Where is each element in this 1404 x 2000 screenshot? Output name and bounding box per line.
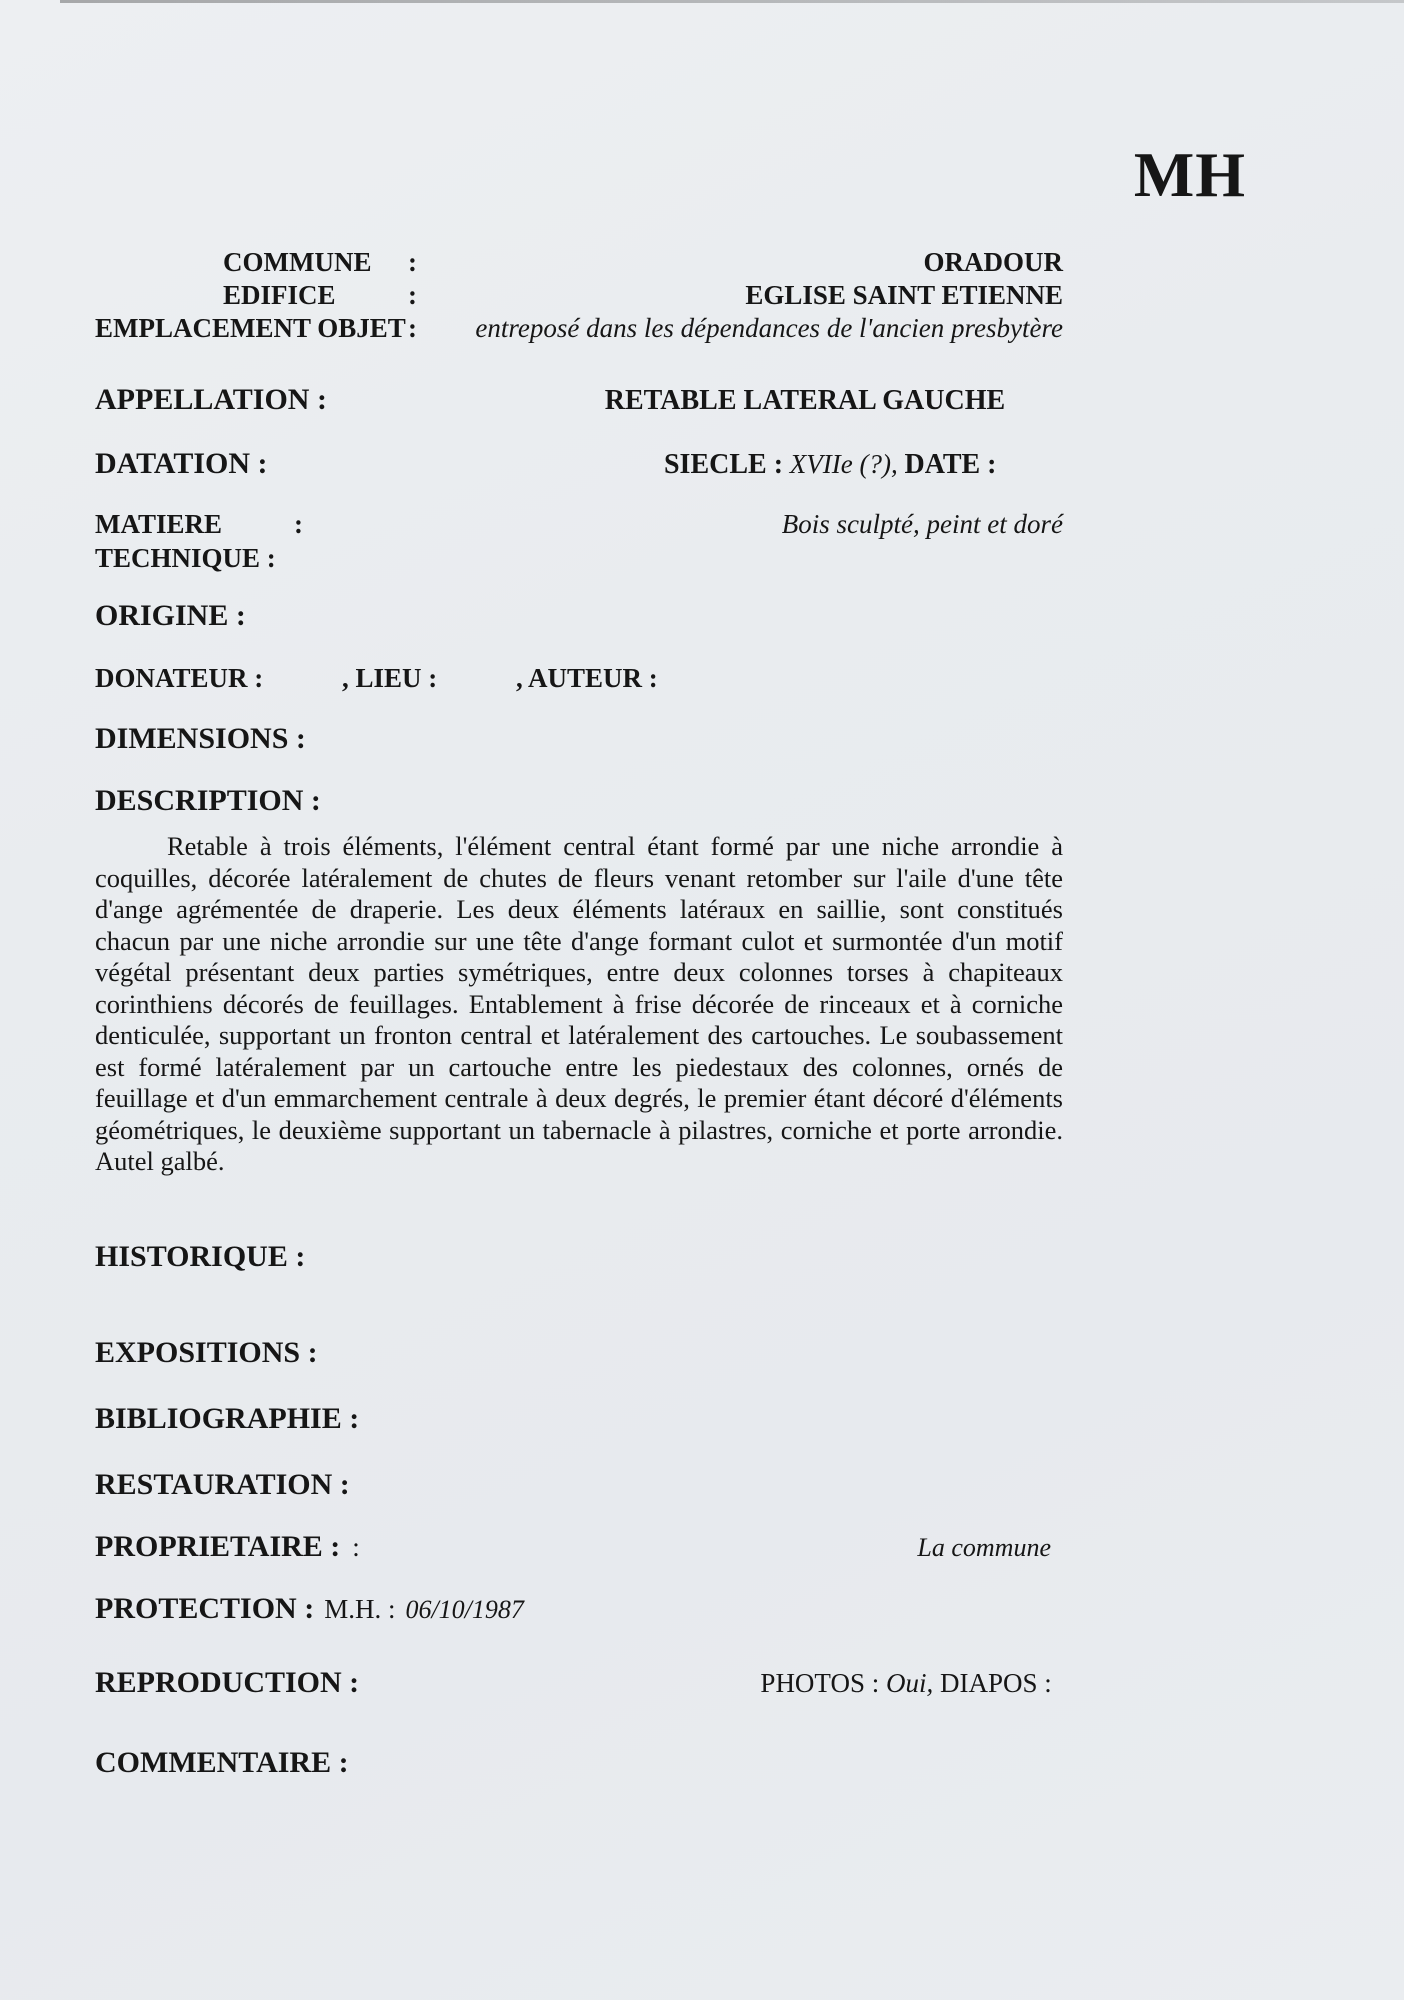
matiere-row bbox=[95, 507, 1063, 575]
emplacement-row bbox=[95, 312, 1063, 345]
emplacement-value: entreposé dans les dépendances de l'ancien presbytère bbox=[475, 313, 1063, 343]
donateur-row bbox=[95, 663, 1063, 694]
date-label: DATE : bbox=[904, 449, 997, 480]
appellation-value: RETABLE LATERAL GAUCHE bbox=[604, 385, 1006, 416]
historique-label: HISTORIQUE : bbox=[95, 1239, 306, 1273]
emplacement-label: EMPLACEMENT OBJET : bbox=[95, 313, 417, 343]
restauration-label: RESTAURATION : bbox=[95, 1467, 350, 1501]
appellation-label: APPELLATION : bbox=[95, 383, 327, 416]
commune-row bbox=[95, 246, 1063, 279]
form-content bbox=[95, 0, 1063, 1780]
identity-block bbox=[95, 246, 1063, 345]
historique-row bbox=[95, 1240, 1063, 1274]
dimensions-label: DIMENSIONS : bbox=[95, 722, 306, 755]
description-label: DESCRIPTION : bbox=[95, 784, 321, 817]
appellation-row bbox=[95, 383, 1063, 417]
reproduction-row bbox=[95, 1666, 1063, 1700]
edifice-value: EGLISE SAINT ETIENNE bbox=[745, 280, 1063, 310]
protection-label: PROTECTION : bbox=[95, 1591, 315, 1625]
description-row bbox=[95, 784, 1063, 818]
origine-label: ORIGINE : bbox=[95, 599, 246, 632]
technique-label: TECHNIQUE : bbox=[95, 543, 276, 573]
diapos-label: DIAPOS : bbox=[933, 1667, 1052, 1698]
datation-value bbox=[268, 449, 1064, 481]
expositions-label: EXPOSITIONS : bbox=[95, 1335, 318, 1369]
photos-value: Oui, bbox=[885, 1667, 934, 1698]
lieu-label: , LIEU : bbox=[342, 663, 438, 693]
protection-mh-label: M.H. : bbox=[324, 1593, 396, 1624]
commentaire-row bbox=[95, 1746, 1063, 1780]
expositions-row bbox=[95, 1336, 1063, 1370]
origine-row bbox=[95, 599, 1063, 633]
protection-row bbox=[95, 1592, 1063, 1626]
protection-date: 06/10/1987 bbox=[405, 1594, 524, 1624]
matiere-value: Bois sculpté, peint et doré bbox=[781, 509, 1063, 539]
mh-logo: MH bbox=[1133, 139, 1246, 210]
edifice-row bbox=[95, 279, 1063, 312]
datation-row bbox=[95, 447, 1063, 481]
edifice-label: EDIFICE : bbox=[223, 280, 417, 310]
commentaire-label: COMMENTAIRE : bbox=[95, 1745, 349, 1779]
siecle-label: SIECLE : bbox=[663, 449, 784, 480]
commune-value: ORADOUR bbox=[923, 247, 1063, 277]
reproduction-value bbox=[359, 1668, 1063, 1699]
matiere-label: MATIERE : bbox=[95, 509, 303, 539]
proprietaire-row bbox=[95, 1530, 1063, 1564]
commune-label: COMMUNE : bbox=[223, 247, 417, 277]
donateur-label: DONATEUR : bbox=[95, 663, 264, 693]
reproduction-label: REPRODUCTION : bbox=[95, 1665, 360, 1699]
proprietaire-colon: : bbox=[352, 1531, 360, 1562]
description-text: Retable à trois éléments, l'élément central étant formé par une niche arrondie à coquilles, décorée latéralement de chutes de fleurs venant retomber sur l'aile d'une tête d'ange agrémentée de draperie. Les deux éléments latéraux en saillie, sont constitués chacun par une niche arrondie sur une tête d'ange formant culot et surmontée d'un motif végétal présentant deux parties symétriques, entre deux colonnes torses à chapiteaux corinthiens décorés de feuillages. Entablement à frise décorée de rinceaux et à corniche denticulée, supportant un fronton central et latéralement des cartouches. Le soubassement est formé latéralement par un cartouche entre les piedestaux des colonnes, ornés de feuillage et d'un emmarchement centrale à deux degrés, le premier étant décoré d'éléments géométriques, le deuxième supportant un tabernacle à pilastres, corniche et porte arrondie. Autel galbé. bbox=[95, 831, 1063, 1176]
dimensions-row bbox=[95, 722, 1063, 756]
auteur-label: , AUTEUR : bbox=[516, 663, 658, 693]
datation-label: DATATION : bbox=[95, 447, 268, 480]
bibliographie-label: BIBLIOGRAPHIE : bbox=[95, 1401, 360, 1435]
bibliographie-row bbox=[95, 1402, 1063, 1436]
proprietaire-value: La commune bbox=[917, 1532, 1051, 1562]
photos-label: PHOTOS : bbox=[760, 1667, 886, 1698]
matiere-labels bbox=[95, 507, 303, 575]
proprietaire-label: PROPRIETAIRE : bbox=[95, 1529, 341, 1563]
restauration-row bbox=[95, 1468, 1063, 1502]
siecle-value: XVIIe (?), bbox=[783, 449, 905, 479]
